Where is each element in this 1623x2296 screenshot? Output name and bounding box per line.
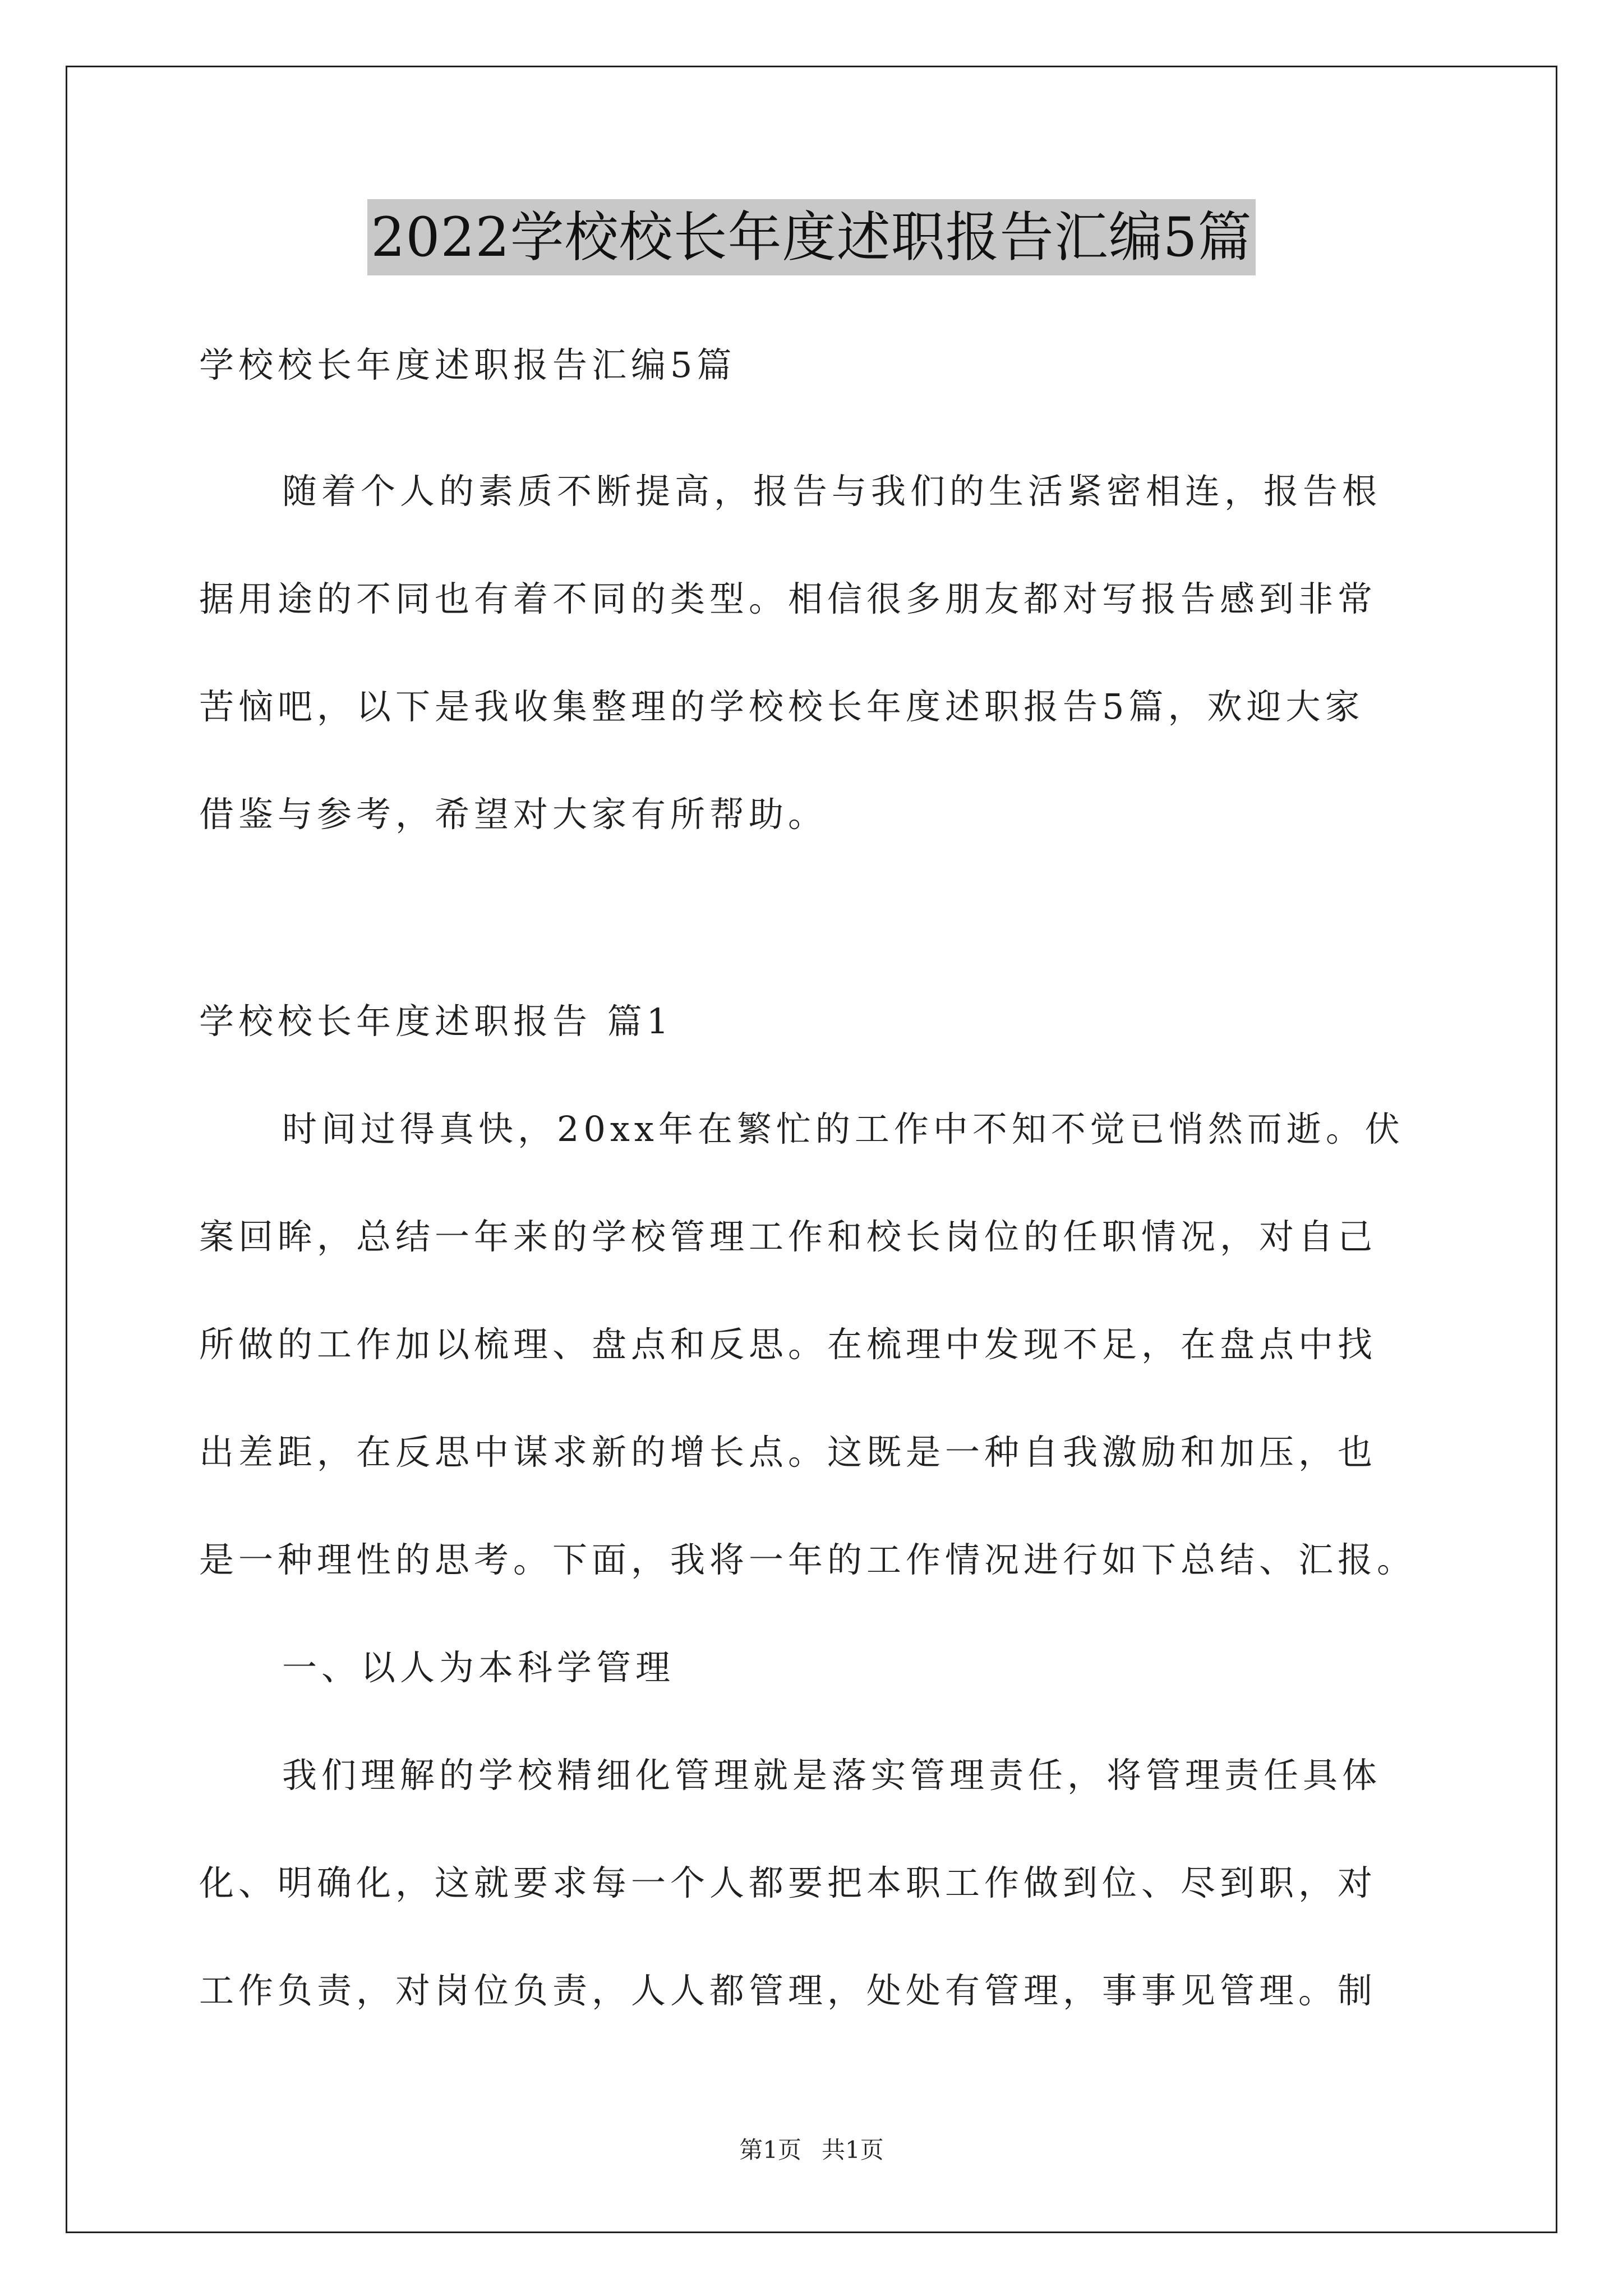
section-heading-block bbox=[199, 968, 1467, 1075]
title-container bbox=[0, 199, 1623, 275]
body-line: 所做的工作加以梳理、盘点和反思。在梳理中发现不足，在盘点中找 bbox=[199, 1324, 1377, 1365]
body-line: 我们理解的学校精细化管理就是落实管理责任，将管理责任具体 bbox=[282, 1755, 1382, 1796]
subheading: 一、以人为本科学管理 bbox=[282, 1647, 675, 1688]
page-total: 共1页 bbox=[822, 2136, 884, 2164]
subtitle-block bbox=[199, 311, 1467, 419]
intro-line: 苦恼吧，以下是我收集整理的学校校长年度述职报告5篇，欢迎大家 bbox=[199, 686, 1364, 727]
page-footer bbox=[0, 2132, 1623, 2165]
intro-line: 借鉴与参考，希望对大家有所帮助。 bbox=[199, 794, 828, 835]
body-line: 化、明确化，这就要求每一个人都要把本职工作做到位、尽到职，对 bbox=[199, 1862, 1377, 1903]
intro-line: 据用途的不同也有着不同的类型。相信很多朋友都对写报告感到非常 bbox=[199, 578, 1377, 619]
document-title: 2022学校校长年度述职报告汇编5篇 bbox=[367, 199, 1255, 275]
body-line: 时间过得真快，20xx年在繁忙的工作中不知不觉已悄然而逝。伏 bbox=[282, 1108, 1404, 1149]
body-line: 出差距，在反思中谋求新的增长点。这既是一种自我激励和加压，也 bbox=[199, 1432, 1377, 1473]
body-line: 案回眸，总结一年来的学校管理工作和校长岗位的任职情况，对自己 bbox=[199, 1216, 1377, 1257]
body-line: 工作负责，对岗位负责，人人都管理，处处有管理，事事见管理。制 bbox=[199, 1970, 1377, 2011]
intro-paragraph bbox=[199, 438, 1467, 868]
document-subtitle: 学校校长年度述职报告汇编5篇 bbox=[199, 344, 736, 385]
section1-paragraph bbox=[199, 1075, 1467, 2045]
section-heading: 学校校长年度述职报告 篇1 bbox=[199, 1001, 674, 1042]
body-line: 是一种理性的思考。下面，我将一年的工作情况进行如下总结、汇报。 bbox=[199, 1539, 1417, 1580]
intro-line: 随着个人的素质不断提高，报告与我们的生活紧密相连，报告根 bbox=[282, 471, 1382, 512]
page-number: 第1页 bbox=[739, 2136, 801, 2164]
